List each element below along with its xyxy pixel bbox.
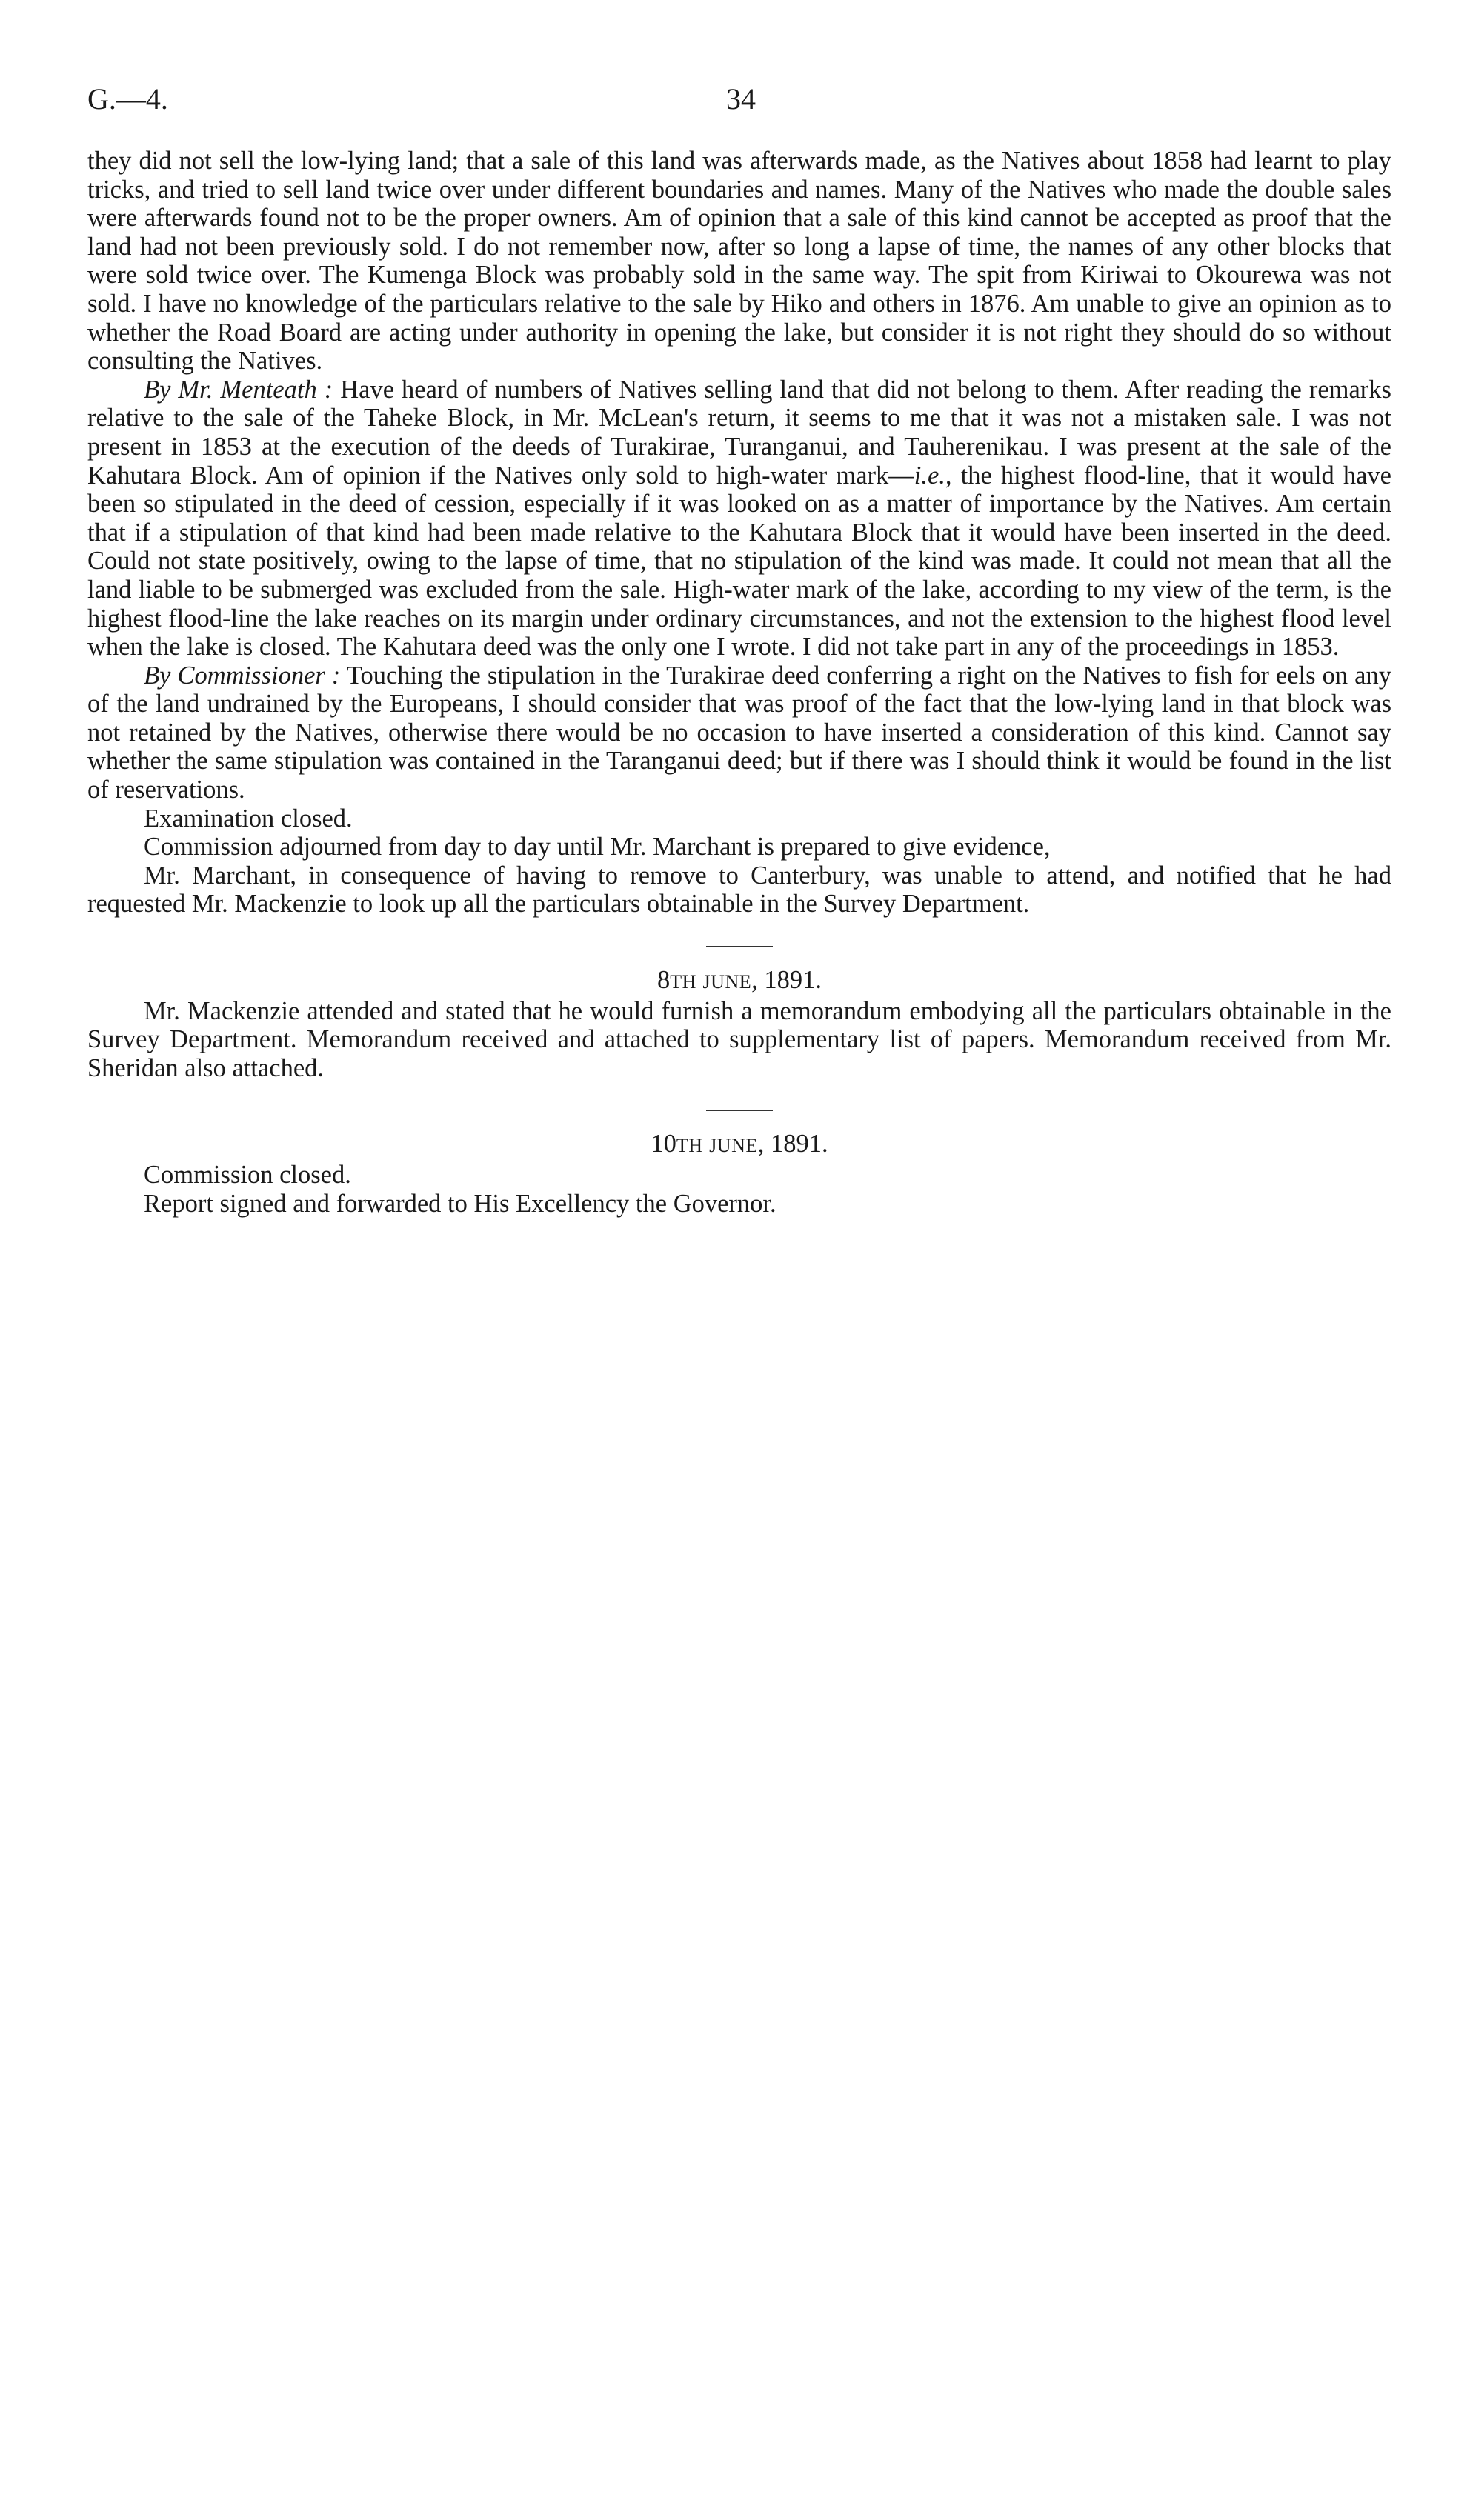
examination-closed: Examination closed. [144, 804, 353, 833]
paragraph-menteath: By Mr. Menteath : Have heard of numbers of Natives selling land that did not belong to them. After reading the remarks relative to the sale of the Taheke Block, in Mr. McLean's return, it seems to me that it was not a mistaken sale. I was not present in 1853 at the execution of the deeds of Turakirae, Turanganui, and Tauherenikau. I was present at the sale of the Kahutara Block. Am of opinion if the Natives only sold to high-water mark—i.e., the highest flood-line, that it would have been so stipulated in the deed of cession, especially if it was looked on as a matter of importance by the Natives. Am certain that if a stipulation of that kind had been made relative to the Kahutara Block that it would have been inserted in the deed. Could not state positively, owing to the lapse of time, that no stipulation of the kind was made. It could not mean that all the land liable to be submerged was excluded from the sale. High-water mark of the lake, according to my view of the term, is the highest flood-line the lake reaches on its margin under ordinary circumstances, and not the extension to the highest flood level when the lake is closed. The Kahutara deed was the only one I wrote. I did not take part in any of the proceedings in 1853. [87, 375, 1391, 661]
page-number: 34 [726, 82, 756, 116]
paragraph-commissioner: By Commissioner : Touching the stipulation in the Turakirae deed conferring a right on the Natives to fish for eels on any of the land undrained by the Europeans, I should consider that was proof of the fact that the low-lying land in that block was not retained by the Natives, otherwise there would be no occasion to have inserted a consideration of this kind. Cannot say whether the same stipulation was contained in the Taranganui deed; but if there was I should think it would be found in the list of reservations. [87, 661, 1391, 804]
speaker-label: By Commissioner : [144, 661, 341, 690]
commission-adjourned: Commission adjourned from day to day until Mr. Marchant is prepared to give evidence, [144, 833, 1051, 861]
page-header [87, 81, 1391, 126]
section-divider [706, 1110, 773, 1111]
body-text [87, 147, 1391, 1218]
date-heading-8-june: 8TH JUNE, 1891. [657, 966, 822, 995]
paragraph-mackenzie: Mr. Mackenzie attended and stated that he would furnish a memorandum embodying all the particulars obtainable in the Survey Department. Memorandum received and attached to supplementary list of papers. Memorandum received from Mr. Sheridan also attached. [87, 996, 1391, 1082]
report-signed: Report signed and forwarded to His Excellency the Governor. [144, 1189, 776, 1218]
paragraph-marchant: Mr. Marchant, in consequence of having to remove to Canterbury, was unable to attend, and notified that he had requested Mr. Mackenzie to look up all the particulars obtainable in the Survey Department. [87, 861, 1391, 919]
speaker-label: By Mr. Menteath : [144, 375, 333, 404]
paragraph-continued: they did not sell the low-lying land; that a sale of this land was afterwards made, as the Natives about 1858 had learnt to play tricks, and tried to sell land twice over under different boundaries and names. Many of the Natives who made the double sales were afterwards found not to be the proper owners. Am of opinion that a sale of this kind cannot be accepted as proof that the land had not been previously sold. I do not remember now, after so long a lapse of time, the names of any other blocks that were sold twice over. The Kumenga Block was probably sold in the same way. The spit from Kiriwai to Okourewa was not sold. I have no knowledge of the particulars relative to the sale by Hiko and others in 1876. Am unable to give an opinion as to whether the Road Board are acting under authority in opening the lake, but consider it is not right they should do so without consulting the Natives. [87, 147, 1391, 376]
section-divider [706, 946, 773, 947]
commission-closed: Commission closed. [144, 1161, 351, 1189]
date-heading-10-june: 10TH JUNE, 1891. [651, 1130, 828, 1159]
document-reference: G.—4. [87, 82, 168, 116]
